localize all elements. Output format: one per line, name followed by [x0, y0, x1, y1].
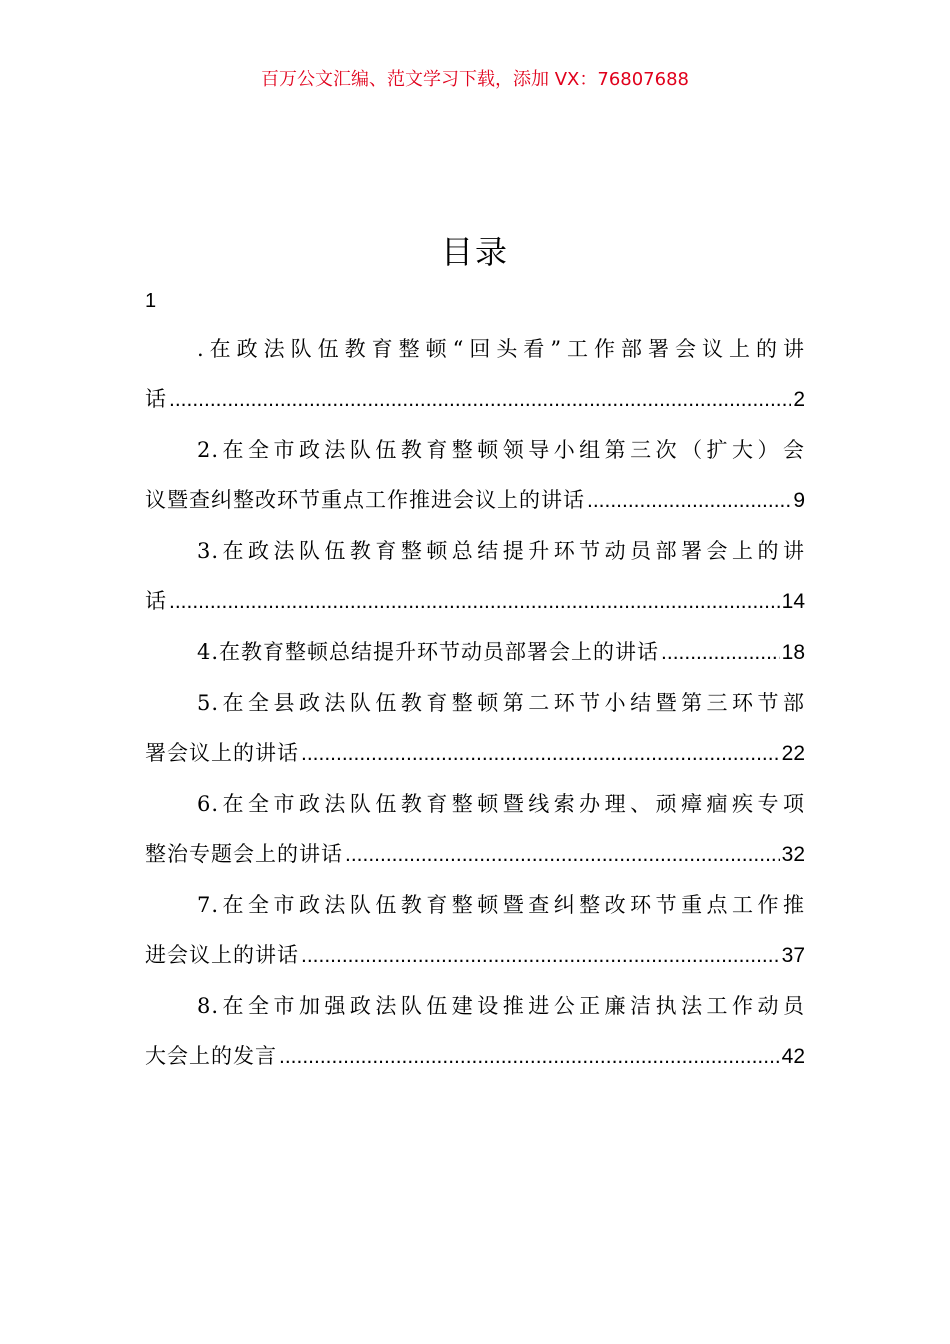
toc-entry-6[interactable] — [145, 779, 805, 880]
toc-entry-title-line: 5.在全县政法队伍教育整顿第二环节小结暨第三环节部 — [197, 691, 805, 715]
toc-entry-3[interactable] — [145, 526, 805, 627]
toc-entry-7[interactable] — [145, 880, 805, 981]
toc-entry-8[interactable] — [145, 981, 805, 1082]
toc-entry-title-line: .在政法队伍教育整顿“回头看”工作部署会议上的讲 — [197, 337, 805, 361]
toc-page-number: 32 — [781, 843, 805, 866]
toc-page-number: 42 — [781, 1045, 805, 1068]
toc-entry-last-line — [145, 1031, 805, 1082]
table-of-contents — [145, 324, 805, 1082]
toc-entry-last-line — [145, 475, 805, 526]
toc-page-number: 22 — [781, 742, 805, 765]
toc-entry-4[interactable] — [145, 627, 805, 678]
page-title: 目录 — [440, 233, 509, 271]
dot-leader — [587, 476, 791, 526]
toc-entry-5[interactable] — [145, 678, 805, 779]
toc-page-number: 14 — [781, 590, 805, 613]
header-watermark-text: 百万公文汇编、范文学习下载，添加 VX：76807688 — [261, 69, 689, 90]
toc-entry-last-line — [145, 829, 805, 880]
toc-page-number: 18 — [781, 641, 805, 664]
toc-entry-title-tail: 整治专题会上的讲话 — [145, 842, 343, 866]
toc-entry-last-line — [145, 374, 805, 425]
toc-page-number: 9 — [793, 489, 805, 512]
toc-entry-title-tail: 话 — [145, 589, 167, 613]
dot-leader — [301, 729, 780, 779]
dot-leader — [661, 628, 780, 678]
toc-page-number: 2 — [793, 388, 805, 411]
toc-entry-title-tail: 议暨查纠整改环节重点工作推进会议上的讲话 — [145, 488, 585, 512]
toc-entry-last-line — [145, 930, 805, 981]
toc-entry-title-tail: 大会上的发言 — [145, 1044, 277, 1068]
toc-entry-last-line — [145, 728, 805, 779]
toc-entry-title-line: 2.在全市政法队伍教育整顿领导小组第三次（扩大）会 — [197, 438, 805, 462]
toc-entry-title-tail: 话 — [145, 387, 167, 411]
dot-leader — [169, 577, 780, 627]
dot-leader — [169, 375, 791, 425]
toc-entry-title-line: 8.在全市加强政法队伍建设推进公正廉洁执法工作动员 — [197, 994, 805, 1018]
toc-entry-1[interactable] — [145, 324, 805, 425]
toc-entry-title-tail: 进会议上的讲话 — [145, 943, 299, 967]
toc-entry-title-line: 7.在全市政法队伍教育整顿暨查纠整改环节重点工作推 — [197, 893, 805, 917]
toc-entry-title-tail: 署会议上的讲话 — [145, 741, 299, 765]
dot-leader — [345, 830, 780, 880]
toc-entry-title-tail: 4.在教育整顿总结提升环节动员部署会上的讲话 — [197, 640, 660, 664]
toc-entry-last-line — [145, 627, 805, 678]
toc-entry-last-line — [145, 576, 805, 627]
toc-entry-title-line: 3.在政法队伍教育整顿总结提升环节动员部署会上的讲 — [197, 539, 805, 563]
toc-entry-2[interactable] — [145, 425, 805, 526]
toc-page-number: 37 — [781, 944, 805, 967]
dot-leader — [279, 1032, 780, 1082]
dot-leader — [301, 931, 780, 981]
toc-entry-title-line: 6.在全市政法队伍教育整顿暨线索办理、顽瘴痼疾专项 — [197, 792, 805, 816]
lead-number: 1 — [145, 290, 157, 312]
